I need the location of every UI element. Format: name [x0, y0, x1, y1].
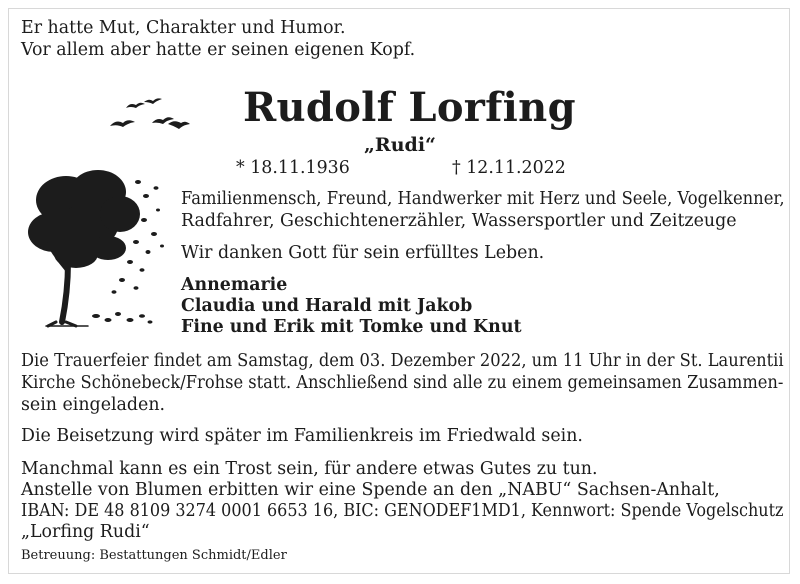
donation-line-3: IBAN: DE 48 8109 3274 0001 6653 16, BIC: GENODEF1MD1, Kennwort: Spende Vogelschutz [21, 501, 784, 521]
mourner-name: Claudia und Harald mit Jakob [181, 296, 473, 316]
birds-icon [108, 96, 192, 136]
description-line-2: Radfahrer, Geschichtenerzähler, Wassersportler und Zeitzeuge [181, 211, 737, 231]
deceased-nickname: „Rudi“ [364, 134, 436, 156]
tree-icon [18, 162, 168, 334]
donation-line-2: Anstelle von Blumen erbitten wir eine Spende an den „NABU“ Sachsen-Anhalt, [21, 480, 720, 500]
burial-text: Die Beisetzung wird später im Familienkreis im Friedwald sein. [21, 426, 583, 446]
ceremony-line-2: Kirche Schönebeck/Frohse statt. Anschließend sind alle zu einem gemeinsamen Zusammen- [21, 373, 784, 393]
ceremony-line-1: Die Trauerfeier findet am Samstag, dem 03. Dezember 2022, um 11 Uhr in der St. Laurentii [21, 351, 784, 371]
death-date: † 12.11.2022 [452, 158, 566, 178]
donation-line-1: Manchmal kann es ein Trost sein, für andere etwas Gutes zu tun. [21, 459, 598, 479]
gratitude-text: Wir danken Gott für sein erfülltes Leben. [181, 243, 545, 263]
mourner-name: Annemarie [181, 275, 288, 295]
funeral-home-credit: Betreuung: Bestattungen Schmidt/Edler [21, 548, 287, 563]
donation-line-4: „Lorfing Rudi“ [21, 522, 150, 542]
ceremony-line-3: sein eingeladen. [21, 395, 166, 415]
intro-line-2: Vor allem aber hatte er seinen eigenen Kopf. [21, 40, 416, 60]
description-line-1: Familienmensch, Freund, Handwerker mit Herz und Seele, Vogelkenner, [181, 189, 785, 209]
intro-line-1: Er hatte Mut, Charakter und Humor. [21, 18, 346, 38]
birth-date: * 18.11.1936 [236, 158, 350, 178]
mourner-name: Fine und Erik mit Tomke und Knut [181, 317, 522, 337]
deceased-name: Rudolf Lorfing [243, 84, 576, 131]
